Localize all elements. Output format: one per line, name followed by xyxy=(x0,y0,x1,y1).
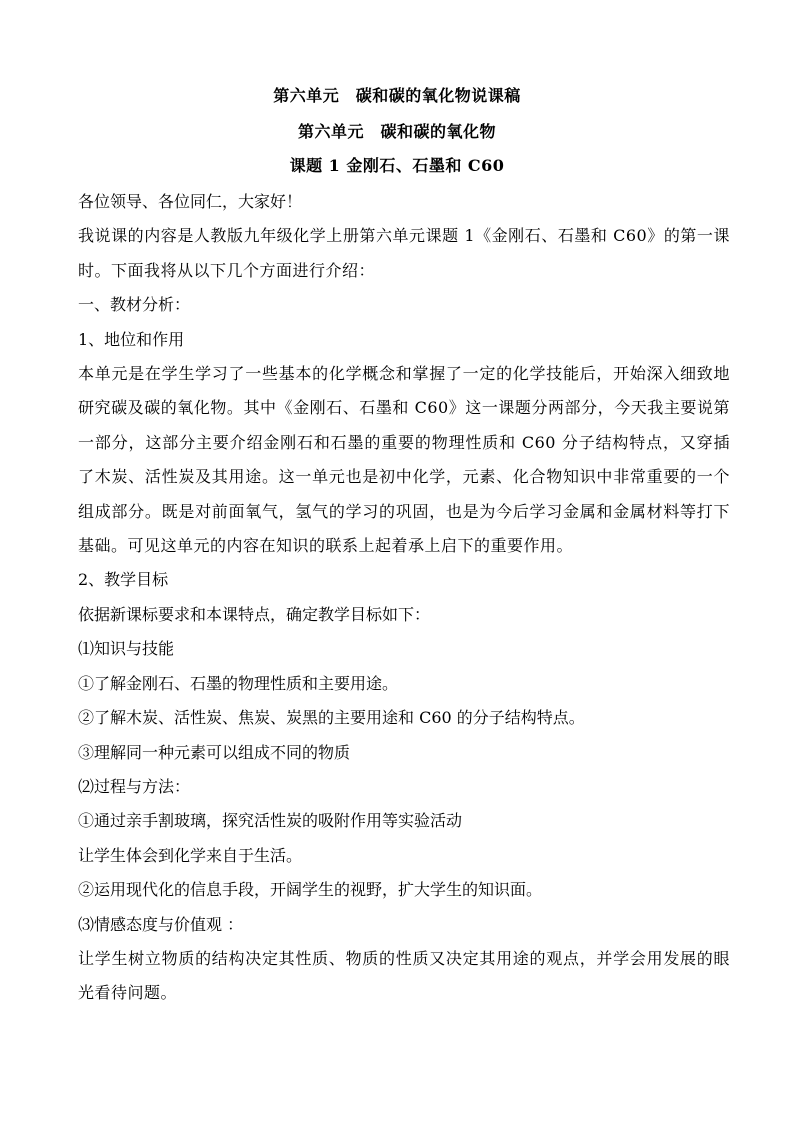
goal-item: ①通过亲手割玻璃，探究活性炭的吸附作用等实验活动 xyxy=(78,811,463,831)
goal-heading-knowledge-skills: ⑴知识与技能 xyxy=(78,639,175,659)
document-title: 第六单元 碳和碳的氧化物说课稿 xyxy=(273,86,521,105)
goal-item: ①了解金刚石、石墨的物理性质和主要用途。 xyxy=(78,673,399,693)
goal-item: ②运用现代化的信息手段，开阔学生的视野，扩大学生的知识面。 xyxy=(78,880,543,900)
position-role-paragraph: 本单元是在学生学习了一些基本的化学概念和掌握了一定的化学技能后，开始深入细致地研究碳及碳的氧化物。其中《金刚石、石墨和 C60》这一课题分两部分，今天我主要说第一部分，这部分主要介绍金刚石和石墨的重要的物理性质和 C60 分子结构特点，又穿插了木炭、活性炭及其用途。这一单元也是初中化学，元素、化合物知识中非常重要的一个组成部分。既是对前面氧气，氢气的学习的巩固，也是为今后学习金属和金属材料等打下基础。可见这单元的内容在知识的联系上起着承上启下的重要作用。 xyxy=(78,364,730,556)
unit-heading: 第六单元 碳和碳的氧化物 xyxy=(297,122,496,141)
goal-item: ②了解木炭、活性炭、焦炭、炭黑的主要用途和 C60 的分子结构特点。 xyxy=(78,708,585,728)
subheading-teaching-goals: 2、教学目标 xyxy=(78,570,169,590)
lesson-heading: 课题 1 金刚石、石墨和 C60 xyxy=(289,156,505,175)
document-body xyxy=(78,185,730,1011)
goal-heading-attitudes-values: ⑶情感态度与价值观 ： xyxy=(78,914,244,934)
goal-item-continuation: 让学生体会到化学来自于生活。 xyxy=(78,845,303,865)
greeting-line: 各位领导、各位同仁，大家好！ xyxy=(78,192,303,211)
values-paragraph: 让学生树立物质的结构决定其性质、物质的性质又决定其用途的观点，并学会用发展的眼光看待问题。 xyxy=(78,948,730,1003)
goals-intro-line: 依据新课标要求和本课特点，确定教学目标如下： xyxy=(78,604,431,624)
intro-paragraph: 我说课的内容是人教版九年级化学上册第六单元课题 1《金刚石、石墨和 C60》的第一课时。下面我将从以下几个方面进行介绍： xyxy=(78,226,730,280)
goal-heading-process-methods: ⑵过程与方法： xyxy=(78,776,191,796)
subheading-position-and-role: 1、地位和作用 xyxy=(78,329,185,349)
goal-item: ③理解同一种元素可以组成不同的物质 xyxy=(78,742,351,762)
section-heading-textbook-analysis: 一、教材分析： xyxy=(78,295,191,315)
